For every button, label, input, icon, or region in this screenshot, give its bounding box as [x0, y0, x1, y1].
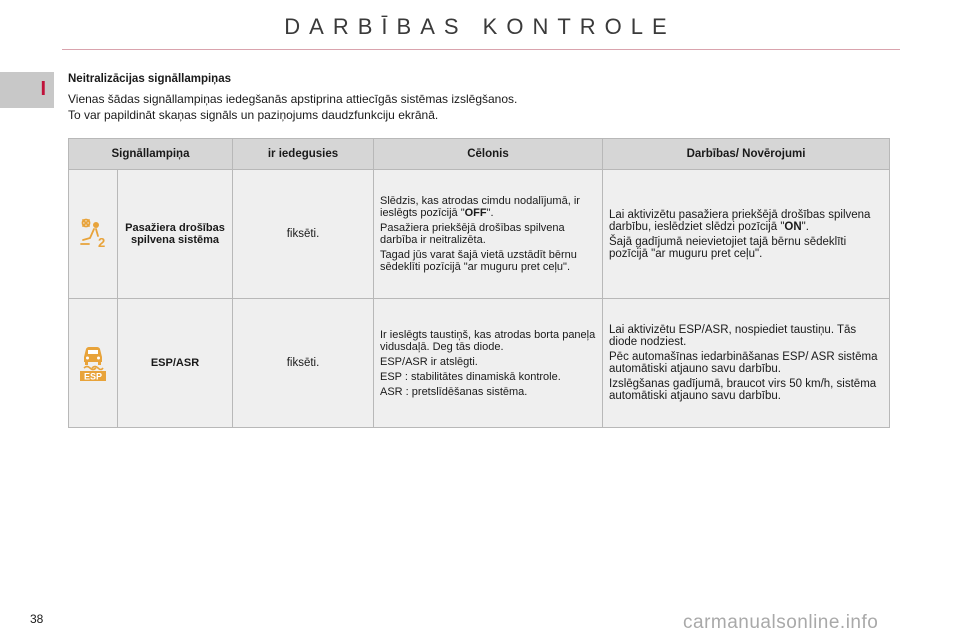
- cause-cell: [374, 299, 603, 428]
- warning-lights-table: [68, 138, 890, 428]
- light-name: Pasažiera drošības spilvena sistēma: [118, 170, 233, 299]
- chapter-marker: I: [40, 78, 46, 100]
- action-text: Šajā gadījumā neievietojiet tajā bērnu sēdeklīti pozīcijā "ar muguru pret ceļu".: [609, 235, 847, 260]
- col-header-cause: Cēlonis: [374, 139, 603, 170]
- col-header-light: Signāllampiņa: [69, 139, 233, 170]
- cause-text: ESP/ASR ir atslēgti.: [380, 355, 478, 368]
- col-header-state: ir iedegusies: [233, 139, 374, 170]
- esp-asr-icon: [78, 343, 108, 381]
- watermark: carmanualsonline.info: [683, 612, 879, 633]
- cause-text: ASR : pretslīdēšanas sistēma.: [380, 385, 528, 398]
- action-text: Lai aktivizētu pasažiera priekšējā drošības spilvena darbību, ieslēdziet slēdzi pozīcijā "ON".: [609, 208, 871, 233]
- cause-text: Ir ieslēgts taustiņš, kas atrodas borta paneļa vidusdaļā. Deg tās diode.: [380, 328, 596, 353]
- icon-cell: [69, 299, 118, 428]
- table-row: [69, 299, 890, 428]
- section-heading: Neitralizācijas signāllampiņas: [68, 73, 231, 85]
- action-cell: [603, 299, 890, 428]
- action-cell: [603, 170, 890, 299]
- col-header-action: Darbības/ Novērojumi: [603, 139, 890, 170]
- cause-cell: [374, 170, 603, 299]
- action-text: Izslēgšanas gadījumā, braucot virs 50 km/h, sistēma automātiski atjauno savu darbību.: [609, 378, 877, 402]
- action-text: Lai aktivizētu ESP/ASR, nospiediet taustiņu. Tās diode nodziest.: [609, 324, 857, 348]
- page-number: 38: [30, 612, 44, 626]
- svg-text:ESP: ESP: [83, 371, 103, 381]
- title-divider: [62, 49, 900, 50]
- chapter-tab: [0, 72, 54, 108]
- section-intro: [68, 91, 828, 123]
- cause-text: Tagad jūs varat šajā vietā uzstādīt bērnu sēdeklīti pozīcijā "ar muguru pret ceļu".: [380, 249, 577, 273]
- page-title: DARBĪBAS KONTROLE: [284, 14, 676, 39]
- light-name: ESP/ASR: [118, 299, 233, 428]
- cause-text: ESP : stabilitātes dinamiskā kontrole.: [380, 370, 561, 383]
- cause-text: Slēdzis, kas atrodas cimdu nodalījumā, ir ieslēgts pozīcijā "OFF".: [380, 195, 580, 219]
- action-text: Pēc automašīnas iedarbināšanas ESP/ ASR sistēma automātiski atjauno savu darbību.: [609, 351, 878, 375]
- intro-line: Vienas šādas signāllampiņas iedegšanās apstiprina attiecīgās sistēmas izslēgšanos.: [68, 92, 518, 106]
- airbag-off-icon: [77, 216, 109, 250]
- icon-cell: [69, 170, 118, 299]
- table-row: [69, 170, 890, 299]
- table-header-row: [69, 139, 890, 170]
- light-state: fiksēti.: [233, 170, 374, 299]
- light-state: fiksēti.: [233, 299, 374, 428]
- intro-line: To var papildināt skaņas signāls un paziņojums daudzfunkciju ekrānā.: [68, 108, 439, 122]
- cause-text: Pasažiera priekšējā drošības spilvena darbība ir neitralizēta.: [380, 222, 565, 246]
- svg-text:2: 2: [98, 234, 106, 250]
